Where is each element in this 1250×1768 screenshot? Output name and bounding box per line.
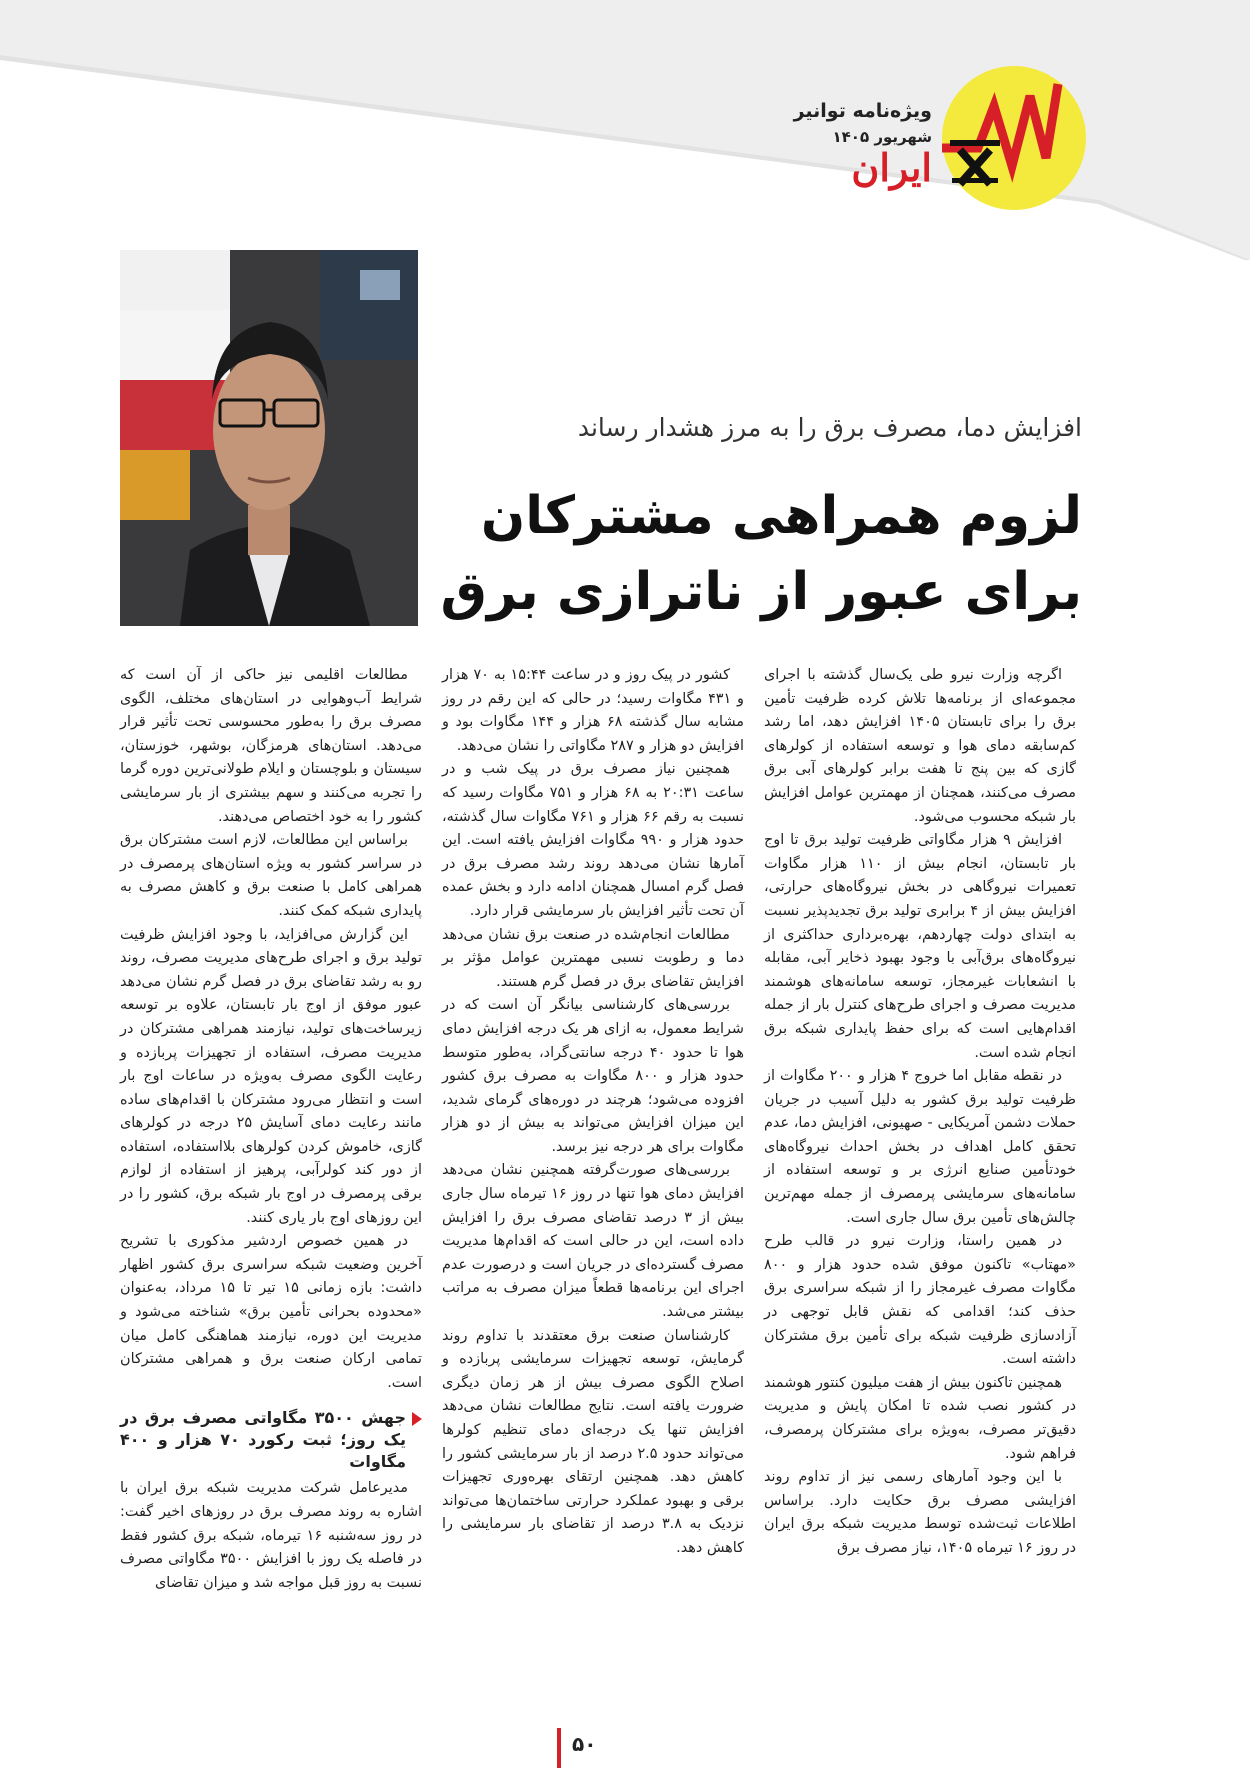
article-column-3 [120, 664, 422, 1595]
subhead-text: جهش ۳۵۰۰ مگاواتی مصرف برق در یک روز؛ ثبت رکورد ۷۰ هزار و ۴۰۰ مگاوات [120, 1408, 407, 1472]
paragraph: در همین راستا، وزارت نیرو در قالب طرح «مهتاب» تاکنون موفق شده حدود هزار و ۸۰۰ مگاوات مصرف غیرمجاز را از شبکه سراسری برق حذف کند؛ اقدامی که نقش قابل توجهی در آزادسازی ظرفیت شبکه برای تأمین برق مشترکان داشته است. [764, 1233, 1076, 1368]
headline-line-2: برای عبور از ناترازی برق [440, 562, 1082, 622]
paragraph: با این وجود آمارهای رسمی نیز از تداوم روند افزایشی مصرف برق حکایت دارد. براساس اطلاعات ثبت‌شده توسط مدیریت شبکه برق ایران در روز ۱۶ تیرماه ۱۴۰۵، نیاز مصرف برق [764, 1469, 1076, 1556]
paragraph: افزایش ۹ هزار مگاواتی ظرفیت تولید برق تا اوج بار تابستان، انجام بیش از ۱۱۰ هزار مگاوات تعمیرات نیروگاهی در بخش نیروگاه‌های حرارتی، افزایش بیش از ۴ برابری تولید برق تجدیدپذیر نسبت به ابتدای دولت چهاردهم، بهره‌برداری حداکثری از نیروگاه‌های برق‌آبی با وجود بهبود ذخایر آبی، مقابله با انشعابات غیرمجاز، توسعه سامانه‌های هوشمند مدیریت مصرف و اجرای طرح‌های کنترل بار از جمله اقدام‌هایی است که برای حفظ پایداری شبکه برق انجام شده است. [764, 832, 1076, 1061]
paragraph: اگرچه وزارت نیرو طی یک‌سال گذشته با اجرای مجموعه‌ای از برنامه‌ها تلاش کرده ظرفیت تأمین برق را برای تابستان ۱۴۰۵ افزایش دهد، اما رشد کم‌سابقه دمای هوا و توسعه استفاده از کولرهای گازی که بین پنج تا هفت برابر کولرهای آبی برق مصرف می‌کنند، همچنان از مهمترین عوامل افزایش بار شبکه محسوب می‌شود. [764, 667, 1077, 825]
tavanir-logo [938, 62, 1090, 214]
page-number-bar [557, 1728, 561, 1768]
paragraph: در نقطه مقابل اما خروج ۴ هزار و ۲۰۰ مگاوات از ظرفیت تولید برق کشور به دلیل آسیب در جریان حملات دشمن آمریکایی - صهیونی، افزایش دما، عدم تحقق کامل اهداف در بخش احداث نیروگاه‌های خودتأمین صنایع انرژی بر و توسعه استفاده از سامانه‌های سرمایشی پرمصرف از جمله مهم‌ترین چالش‌های تأمین برق سال جاری است. [764, 1068, 1076, 1226]
triangle-bullet-icon [412, 1412, 422, 1426]
paragraph: در همین خصوص اردشیر مذکوری با تشریح آخرین وضعیت شبکه سراسری برق کشور اظهار داشت: بازه زمانی ۱۵ تیر تا ۱۵ مرداد، به‌عنوان «محدوده بحرانی تأمین برق» شناخته می‌شود و مدیریت این دوره، نیازمند هماهنگی کامل میان تمامی ارکان صنعت برق و همراهی مشترکان است. [120, 1233, 422, 1391]
paragraph: مدیرعامل شرکت مدیریت شبکه برق ایران با اشاره به روند مصرف برق در روزهای اخیر گفت: در روز سه‌شنبه ۱۶ تیرماه، شبکه برق کشور فقط در فاصله یک روز با افزایش ۳۵۰۰ مگاواتی مصرف نسبت به روز قبل مواجه شد و میزان تقاضای [120, 1480, 422, 1591]
headline-line-1: لزوم همراهی مشترکان [480, 486, 1082, 546]
portrait-photo [120, 250, 418, 626]
magazine-name: ویژه‌نامه توانیر [793, 100, 932, 122]
paragraph: کارشناسان صنعت برق معتقدند با تداوم روند گرمایش، توسعه تجهیزات سرمایشی پربازده و اصلاح الگوی مصرف بیش از هر زمان دیگری ضرورت یافته است. نتایج مطالعات نشان می‌دهد افزایش تنها یک درجه‌ای دمای تنظیم کولرها می‌تواند حدود ۲.۵ درصد از بار سرمایشی کشور را کاهش دهد. همچنین ارتقای بهره‌وری تجهیزات برقی و بهبود عملکرد حرارتی ساختمان‌ها می‌تواند نزدیک به ۳.۸ درصد از تقاضای بار سرمایشی را کاهش دهد. [442, 1327, 745, 1556]
article-kicker: افزایش دما، مصرف برق را به مرز هشدار رساند [577, 413, 1082, 442]
brand-block [794, 100, 932, 188]
article-headline [382, 478, 1082, 630]
issue-date: شهریور ۱۴۰۵ [832, 128, 932, 146]
paragraph: همچنین تاکنون بیش از هفت میلیون کنتور هوشمند در کشور نصب شده تا امکان پایش و مدیریت دقیق‌تر مصرف، به‌ویژه برای مشترکان پرمصرف، فراهم شود. [764, 1374, 1076, 1462]
paragraph: بررسی‌های کارشناسی بیانگر آن است که در شرایط معمول، به ازای هر یک درجه افزایش دمای هوا تا حدود ۴۰ درجه سانتی‌گراد، به‌طور متوسط حدود هزار و ۸۰۰ مگاوات به مصرف برق کشور افزوده می‌شود؛ هرچند در دوره‌های گرمای شدید، این میزان افزایش می‌تواند به بیش از دو هزار مگاوات برای هر درجه نیز برسد. [442, 997, 744, 1155]
paragraph: همچنین نیاز مصرف برق در پیک شب و در ساعت ۲۰:۳۱ به ۶۸ هزار و ۷۵۱ مگاوات رسید که نسبت به رقم ۶۶ هزار و ۷۶۱ مگاوات سال گذشته، حدود هزار و ۹۹۰ مگاوات افزایش یافته است. این آمارها نشان می‌دهد روند رشد مصرف برق در فصل گرم امسال همچنان ادامه دارد و بخش عمده آن تحت تأثیر افزایش بار سرمایشی قرار دارد. [442, 761, 744, 919]
paragraph: مطالعات اقلیمی نیز حاکی از آن است که شرایط آب‌وهوایی در استان‌های مختلف، الگوی مصرف برق را به‌طور محسوسی تحت تأثیر قرار می‌دهد. استان‌های هرمزگان، بوشهر، خوزستان، سیستان و بلوچستان و ایلام طولانی‌ترین دوره گرما را تجربه می‌کنند و سهم بیشتری از بار سرمایشی کشور را به خود اختصاص می‌دهند. [120, 667, 422, 825]
page-number: ۵۰ [572, 1732, 597, 1756]
paragraph: کشور در پیک روز و در ساعت ۱۵:۴۴ به ۷۰ هزار و ۴۳۱ مگاوات رسید؛ در حالی که این رقم در روز مشابه سال گذشته ۶۸ هزار و ۱۴۴ مگاوات بود و افزایش دو هزار و ۲۸۷ مگاواتی را نشان می‌دهد. [442, 667, 744, 754]
paragraph: مطالعات انجام‌شده در صنعت برق نشان می‌دهد دما و رطوبت نسبی مهمترین عوامل مؤثر بر افزایش تقاضای برق در فصل گرم هستند. [442, 926, 744, 990]
paragraph: براساس این مطالعات، لازم است مشترکان برق در سراسر کشور به ویژه استان‌های پرمصرف در همراهی کامل با صنعت برق و کاهش مصرف به پایداری شبکه کمک کنند. [120, 832, 422, 919]
iran-logo-text: ایران [851, 145, 932, 190]
paragraph: بررسی‌های صورت‌گرفته همچنین نشان می‌دهد افزایش دمای هوا تنها در روز ۱۶ تیرماه سال جاری بیش از ۳ درصد تقاضای مصرف برق را افزایش داده است، این در حالی است که اقدام‌ها مدیریت مصرف گسترده‌ای در جریان است و درصورت عدم اجرای این برنامه‌ها قطعاً میزان مصرف به مراتب بیشتر می‌شد. [442, 1162, 744, 1321]
article-column-1 [764, 664, 1076, 1561]
section-subhead [120, 1407, 422, 1473]
article-column-2 [442, 664, 744, 1561]
paragraph: این گزارش می‌افزاید، با وجود افزایش ظرفیت تولید برق و اجرای طرح‌های مدیریت مصرف، روند رو به رشد تقاضای برق در فصل گرم نشان می‌دهد عبور موفق از اوج بار تابستان، علاوه بر توسعه زیرساخت‌های تولید، نیازمند همراهی مشترکان در مدیریت مصرف، استفاده از تجهیزات پربازده و رعایت الگوی مصرف به‌ویژه در ساعات اوج بار است و انتظار می‌رود مشترکان با اقدام‌های ساده مانند رعایت دمای آسایش ۲۵ درجه در کولرهای گازی، خاموش کردن کولرهای بلااستفاده، استفاده از دور کند کولرآبی، پرهیز از استفاده از لوازم برقی پرمصرف در اوج بار شبکه برق، کشور را در این روزهای اوج بار یاری کنند. [120, 926, 422, 1226]
